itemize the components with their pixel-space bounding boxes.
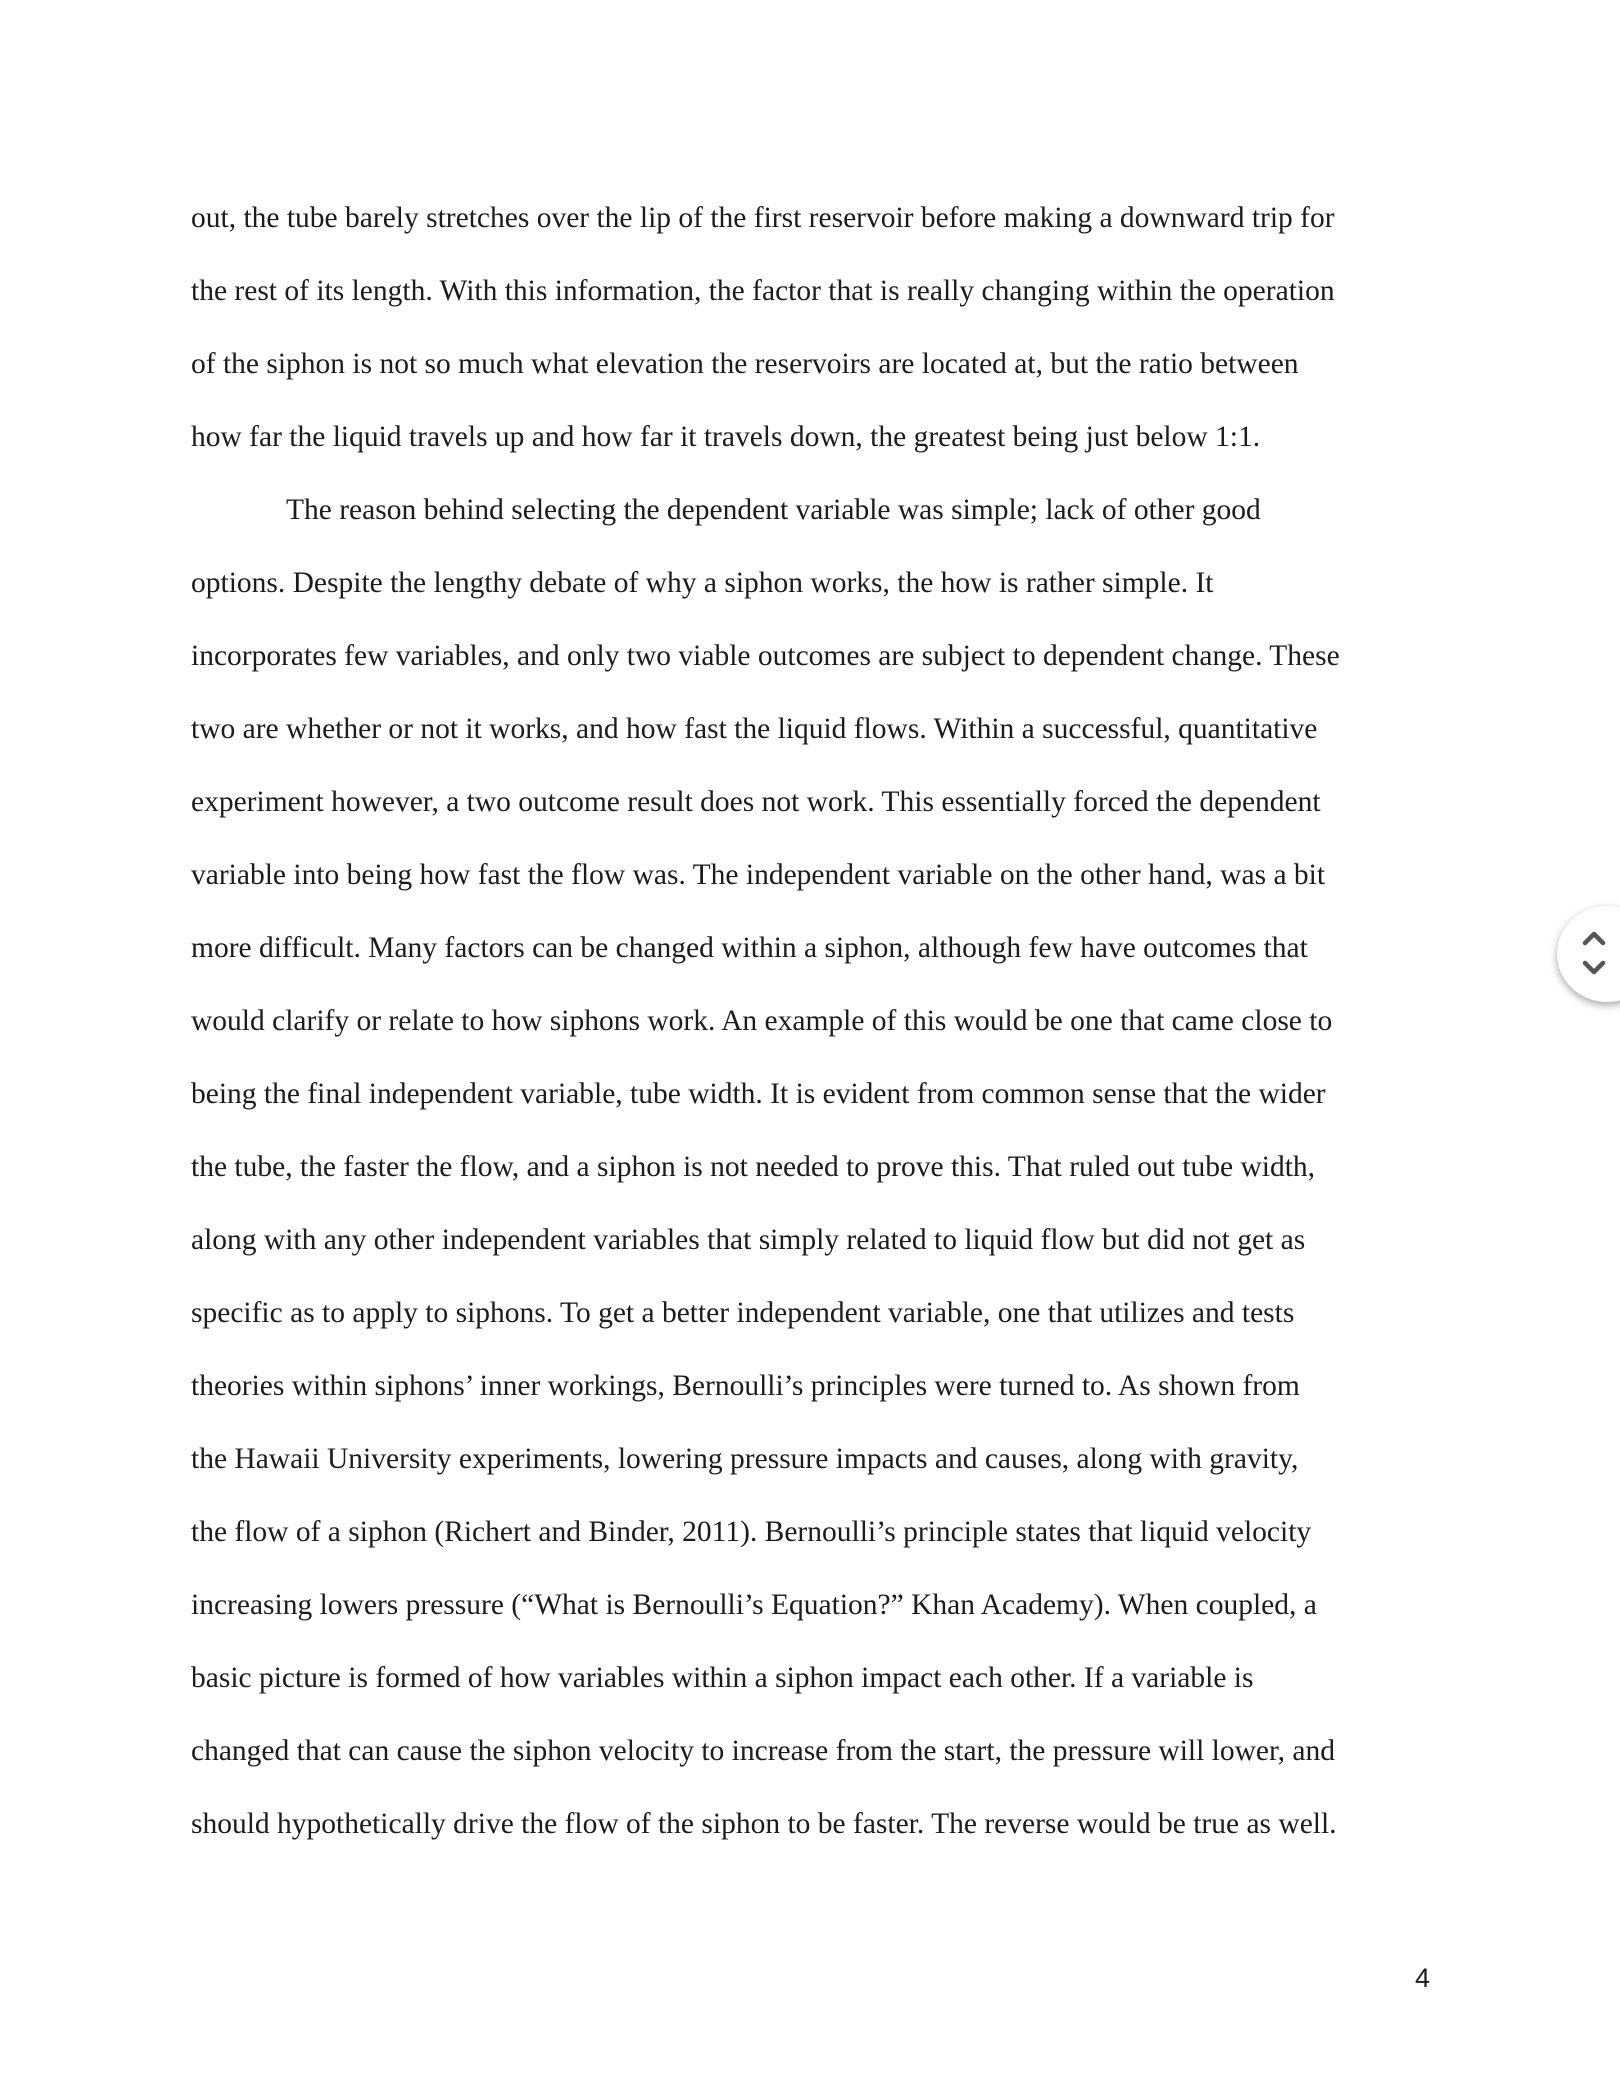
text-line: the rest of its length. With this information, the factor that is really changing within the operation bbox=[191, 275, 1335, 307]
text-line: the Hawaii University experiments, lowering pressure impacts and causes, along with gravity, bbox=[191, 1443, 1299, 1475]
text-line: two are whether or not it works, and how fast the liquid flows. Within a successful, quantitative bbox=[191, 713, 1318, 745]
text-line: options. Despite the lengthy debate of why a siphon works, the how is rather simple. It bbox=[191, 567, 1214, 599]
chevron-down-icon bbox=[1579, 956, 1609, 980]
paragraph-first-line: The reason behind selecting the dependent variable was simple; lack of other good bbox=[286, 494, 1261, 526]
text-line: being the final independent variable, tube width. It is evident from common sense that the wider bbox=[191, 1078, 1326, 1110]
scroll-up-button[interactable] bbox=[1579, 926, 1609, 950]
text-line: the tube, the faster the flow, and a siphon is not needed to prove this. That ruled out tube width, bbox=[191, 1151, 1316, 1183]
text-line: out, the tube barely stretches over the lip of the first reservoir before making a downward trip for bbox=[191, 202, 1335, 234]
text-line: incorporates few variables, and only two viable outcomes are subject to dependent change. These bbox=[191, 640, 1340, 672]
text-line: variable into being how fast the flow was. The independent variable on the other hand, was a bit bbox=[191, 859, 1326, 891]
text-line: more difficult. Many factors can be changed within a siphon, although few have outcomes that bbox=[191, 932, 1308, 964]
text-line: theories within siphons’ inner workings, Bernoulli’s principles were turned to. As shown from bbox=[191, 1370, 1300, 1402]
body-text bbox=[191, 182, 1441, 1861]
text-line: changed that can cause the siphon velocity to increase from the start, the pressure will lower, and bbox=[191, 1735, 1336, 1767]
text-line: should hypothetically drive the flow of the siphon to be faster. The reverse would be true as well. bbox=[191, 1808, 1337, 1840]
text-line: of the siphon is not so much what elevation the reservoirs are located at, but the ratio between bbox=[191, 348, 1299, 380]
text-line: increasing lowers pressure (“What is Bernoulli’s Equation?” Khan Academy). When coupled, a bbox=[191, 1589, 1317, 1621]
chevron-up-icon bbox=[1579, 926, 1609, 950]
scroll-down-button[interactable] bbox=[1579, 956, 1609, 980]
text-line: how far the liquid travels up and how far it travels down, the greatest being just below 1:1. bbox=[191, 421, 1261, 453]
text-line: specific as to apply to siphons. To get a better independent variable, one that utilizes and tests bbox=[191, 1297, 1295, 1329]
page-number: 4 bbox=[1414, 1963, 1430, 1993]
text-line: experiment however, a two outcome result does not work. This essentially forced the dependent bbox=[191, 786, 1321, 818]
text-line: along with any other independent variables that simply related to liquid flow but did not get as bbox=[191, 1224, 1306, 1256]
text-line: the flow of a siphon (Richert and Binder, 2011). Bernoulli’s principle states that liquid velocity bbox=[191, 1516, 1312, 1548]
text-line: would clarify or relate to how siphons work. An example of this would be one that came close to bbox=[191, 1005, 1333, 1037]
text-line: basic picture is formed of how variables within a siphon impact each other. If a variable is bbox=[191, 1662, 1254, 1694]
